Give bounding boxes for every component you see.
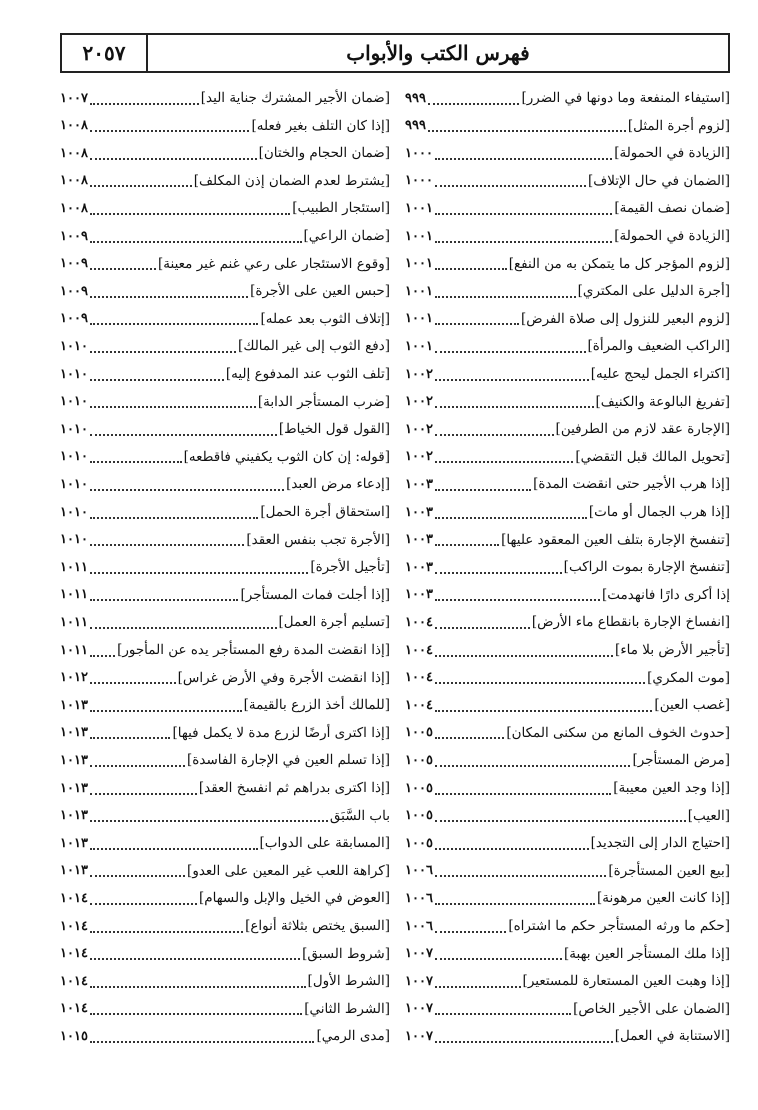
dot-leader xyxy=(90,488,284,491)
entry-title: [القول قول الخياط] xyxy=(278,421,390,438)
entry-page-number: ١٠٠٥ xyxy=(405,780,433,796)
entry-page-number: ١٠١٥ xyxy=(60,1028,88,1044)
entry-page-number: ١٠١١ xyxy=(60,559,88,575)
entry-title: [لزوم البعير للنزول إلى صلاة الفرض] xyxy=(520,310,730,327)
index-entry xyxy=(60,831,390,855)
index-entry xyxy=(60,997,390,1021)
index-entry xyxy=(405,224,730,248)
entry-page-number: ١٠٠٧ xyxy=(405,973,433,989)
entry-title: [انفساخ الإجارة بانقطاع ماء الأرض] xyxy=(531,614,730,631)
entry-title: [الاستنابة في العمل] xyxy=(614,1028,730,1045)
index-entry xyxy=(405,748,730,772)
dot-leader xyxy=(428,102,520,105)
entry-page-number: ١٠٠٦ xyxy=(405,918,433,934)
index-entry xyxy=(60,86,390,110)
entry-page-number: ٩٩٩ xyxy=(405,90,426,106)
index-entry xyxy=(60,583,390,607)
entry-page-number: ١٠٠٧ xyxy=(60,90,88,106)
entry-title: [الراكب الضعيف والمرأة] xyxy=(587,338,730,355)
entry-page-number: ١٠٠٧ xyxy=(405,1001,433,1017)
index-entry xyxy=(405,141,730,165)
entry-page-number: ١٠١٠ xyxy=(60,504,88,520)
dot-leader xyxy=(435,212,612,215)
dot-leader xyxy=(90,709,242,712)
dot-leader xyxy=(90,874,185,877)
entry-page-number: ١٠٠٠ xyxy=(405,145,433,161)
dot-leader xyxy=(90,654,115,657)
dot-leader xyxy=(90,902,197,905)
index-entry xyxy=(60,224,390,248)
index-entry xyxy=(60,748,390,772)
index-entry xyxy=(405,169,730,193)
dot-leader xyxy=(90,1012,302,1015)
entry-title: [الضمان على الأجير الخاص] xyxy=(573,1000,730,1017)
index-entry xyxy=(60,804,390,828)
entry-title: [المسابقة على الدواب] xyxy=(259,835,390,852)
entry-title: [الشرط الثاني] xyxy=(304,1000,390,1017)
entry-page-number: ٩٩٩ xyxy=(405,118,426,134)
entry-page-number: ١٠٠٥ xyxy=(405,835,433,851)
entry-page-number: ١٠٠٣ xyxy=(405,587,433,603)
entry-title: [إذا هرب الجمال أو مات] xyxy=(588,504,730,520)
entry-title: [إذا تسلم العين في الإجارة الفاسدة] xyxy=(187,752,390,769)
index-entry xyxy=(60,141,390,165)
entry-title: [السبق يختص بثلاثة أنواع] xyxy=(245,918,390,934)
entry-page-number: ١٠٠٩ xyxy=(60,228,88,244)
index-entry xyxy=(60,776,390,800)
index-entry xyxy=(405,114,730,138)
dot-leader xyxy=(435,598,600,601)
entry-page-number: ١٠٠٦ xyxy=(405,863,433,879)
index-entry xyxy=(60,555,390,579)
index-entry xyxy=(405,583,730,607)
index-entry xyxy=(405,555,730,579)
entry-page-number: ١٠١٤ xyxy=(60,973,88,989)
entry-title: [إذا وجد العين معيبة] xyxy=(613,780,730,796)
dot-leader xyxy=(435,157,612,160)
dot-leader xyxy=(435,654,613,657)
dot-leader xyxy=(435,378,589,381)
dot-leader xyxy=(435,433,554,436)
dot-leader xyxy=(90,957,300,960)
index-entry xyxy=(405,86,730,110)
entry-page-number: ١٠٠٤ xyxy=(405,614,433,630)
entry-page-number: ١٠٠٩ xyxy=(60,256,88,272)
index-entry xyxy=(60,472,390,496)
dot-leader xyxy=(435,792,611,795)
index-entry xyxy=(405,500,730,524)
dot-leader xyxy=(90,681,176,684)
dot-leader xyxy=(435,1040,613,1043)
index-entry xyxy=(405,969,730,993)
dot-leader xyxy=(90,433,277,436)
dot-leader xyxy=(90,626,277,629)
entry-page-number: ١٠٠١ xyxy=(405,256,433,272)
dot-leader xyxy=(435,1012,571,1015)
entry-title: [إذا أجلت فمات المستأجر] xyxy=(240,586,390,603)
entry-title: [تأجير الأرض بلا ماء] xyxy=(615,642,730,658)
index-entry xyxy=(60,114,390,138)
entry-page-number: ١٠٠٨ xyxy=(60,200,88,216)
entry-title: [تفريغ البالوعة والكنيف] xyxy=(595,393,730,410)
entry-title: [بيع العين المستأجرة] xyxy=(608,862,730,879)
entry-page-number: ١٠٠٢ xyxy=(405,366,433,382)
dot-leader xyxy=(435,957,562,960)
entry-page-number: ١٠٠٠ xyxy=(405,173,433,189)
entry-title: [إذا ملك المستأجر العين بهبة] xyxy=(563,945,730,962)
dot-leader xyxy=(435,240,612,243)
index-entry xyxy=(60,666,390,690)
dot-leader xyxy=(90,157,257,160)
entry-title: [إتلاف الثوب بعد عمله] xyxy=(260,310,390,327)
dot-leader xyxy=(90,350,236,353)
entry-title: [موت المكري] xyxy=(647,669,730,686)
entry-page-number: ١٠١٣ xyxy=(60,808,88,824)
entry-title: [أجرة الدليل على المكتري] xyxy=(577,283,730,300)
entry-page-number: ١٠٠٣ xyxy=(405,504,433,520)
index-entry xyxy=(405,196,730,220)
entry-page-number: ١٠٠٨ xyxy=(60,118,88,134)
entry-page-number: ١٠١٠ xyxy=(60,394,88,410)
dot-leader xyxy=(435,350,586,353)
dot-leader xyxy=(435,571,562,574)
index-entry xyxy=(405,472,730,496)
dot-leader xyxy=(435,847,589,850)
entry-page-number: ١٠٠١ xyxy=(405,311,433,327)
entry-title: [استحقاق أجرة الحمل] xyxy=(260,504,390,520)
dot-leader xyxy=(435,460,573,463)
entry-title: [شروط السبق] xyxy=(302,945,390,962)
entry-title: [غصب العين] xyxy=(654,697,730,714)
index-entry xyxy=(405,334,730,358)
dot-leader xyxy=(90,736,171,739)
entry-page-number: ١٠١٣ xyxy=(60,752,88,768)
index-entry xyxy=(405,886,730,910)
dot-leader xyxy=(90,764,185,767)
index-entry xyxy=(405,390,730,414)
entry-title: [مدى الرمي] xyxy=(316,1028,390,1045)
dot-leader xyxy=(90,985,306,988)
entry-page-number: ١٠٠٤ xyxy=(405,642,433,658)
dot-leader xyxy=(435,626,530,629)
dot-leader xyxy=(435,488,531,491)
dot-leader xyxy=(435,405,594,408)
entry-title: [كراهة اللعب غير المعين على العدو] xyxy=(187,862,390,879)
index-entry xyxy=(405,417,730,441)
entry-title: [اكتراء الجمل ليحج عليه] xyxy=(590,366,730,382)
dot-leader xyxy=(435,516,587,519)
dot-leader xyxy=(90,819,328,822)
entry-page-number: ١٠٠٢ xyxy=(405,449,433,465)
entry-title: [قوله: إن كان الثوب يكفيني فاقطعه] xyxy=(183,448,390,465)
entry-title: [استيفاء المنفعة وما دونها في الضرر] xyxy=(521,90,730,106)
entry-page-number: ١٠٠٩ xyxy=(60,283,88,299)
entry-page-number: ١٠١٣ xyxy=(60,863,88,879)
entry-page-number: ١٠١٣ xyxy=(60,780,88,796)
entry-title: [إذا اكترى أرضًا لزرع مدة لا يكمل فيها] xyxy=(172,724,390,741)
index-entry xyxy=(60,500,390,524)
entry-title: [إذا وهبت العين المستعارة للمستعير] xyxy=(522,973,730,990)
entry-title: [احتياج الدار إلى التجديد] xyxy=(590,835,730,852)
entry-page-number: ١٠٠٩ xyxy=(60,311,88,327)
entry-title: [تنفسخ الإجارة بتلف العين المعقود عليها] xyxy=(501,531,730,548)
entry-page-number: ١٠٠٧ xyxy=(405,946,433,962)
entry-title: [حكم ما ورثه المستأجر حكم ما اشتراه] xyxy=(508,918,730,934)
entry-page-number: ١٠١٠ xyxy=(60,366,88,382)
entry-page-number: ١٠٠٨ xyxy=(60,173,88,189)
dot-leader xyxy=(90,930,243,933)
entry-title: [الزيادة في الحمولة] xyxy=(614,228,730,244)
index-entry xyxy=(60,417,390,441)
index-entry xyxy=(405,831,730,855)
dot-leader xyxy=(90,1040,315,1043)
entry-title: [استئجار الطبيب] xyxy=(292,200,390,217)
entry-page-number: ١٠١٠ xyxy=(60,338,88,354)
dot-leader xyxy=(90,240,302,243)
index-entry xyxy=(405,804,730,828)
index-entry xyxy=(60,528,390,552)
index-entry xyxy=(405,252,730,276)
entry-page-number: ١٠٠٢ xyxy=(405,394,433,410)
entry-title: [لزوم أجرة المثل] xyxy=(627,117,730,134)
index-entry xyxy=(405,859,730,883)
index-entry xyxy=(60,196,390,220)
dot-leader xyxy=(435,543,499,546)
entry-title: [إذا كانت العين مرهونة] xyxy=(597,890,730,907)
dot-leader xyxy=(435,267,507,270)
entry-page-number: ١٠١٠ xyxy=(60,476,88,492)
entry-page-number: ١٠٠٤ xyxy=(405,697,433,713)
dot-leader xyxy=(435,985,521,988)
page-title: فهرس الكتب والأبواب xyxy=(346,41,530,65)
entry-title: [للمالك أخذ الزرع بالقيمة] xyxy=(243,697,390,714)
index-entry xyxy=(405,1024,730,1048)
index-entry xyxy=(60,721,390,745)
header-divider xyxy=(146,35,148,71)
index-entry xyxy=(405,721,730,745)
entry-page-number: ١٠١٠ xyxy=(60,532,88,548)
index-entry xyxy=(60,307,390,331)
dot-leader xyxy=(435,681,645,684)
dot-leader xyxy=(435,322,519,325)
entry-page-number: ١٠١٠ xyxy=(60,421,88,437)
index-entry xyxy=(405,638,730,662)
index-entry xyxy=(60,169,390,193)
entry-page-number: ١٠١١ xyxy=(60,587,88,603)
dot-leader xyxy=(90,792,197,795)
entry-page-number: ١٠٠٦ xyxy=(405,890,433,906)
entry-title: [الشرط الأول] xyxy=(307,973,390,990)
dot-leader xyxy=(90,460,182,463)
index-entry xyxy=(405,997,730,1021)
dot-leader xyxy=(90,267,156,270)
dot-leader xyxy=(90,543,244,546)
index-entry xyxy=(60,445,390,469)
entry-title: باب السَّبَق xyxy=(329,807,390,824)
dot-leader xyxy=(90,212,290,215)
dot-leader xyxy=(435,874,606,877)
dot-leader xyxy=(90,102,199,105)
entry-page-number: ١٠٠١ xyxy=(405,228,433,244)
dot-leader xyxy=(435,764,631,767)
entry-title: [العوض في الخيل والإبل والسهام] xyxy=(198,890,390,907)
dot-leader xyxy=(90,322,259,325)
entry-title: إذا أكرى دارًا فانهدمت] xyxy=(602,586,730,603)
entry-title: [ضمان الحجام والختان] xyxy=(258,145,390,162)
index-entry xyxy=(405,776,730,800)
entry-title: [لزوم المؤجر كل ما يتمكن به من النفع] xyxy=(508,255,730,272)
index-entry xyxy=(60,362,390,386)
entry-page-number: ١٠١٤ xyxy=(60,890,88,906)
dot-leader xyxy=(90,571,308,574)
entry-title: [تأجيل الأجرة] xyxy=(310,559,390,576)
entry-page-number: ١٠٠٣ xyxy=(405,476,433,492)
dot-leader xyxy=(90,847,258,850)
index-entry xyxy=(60,859,390,883)
dot-leader xyxy=(435,902,595,905)
dot-leader xyxy=(90,129,250,132)
index-entry xyxy=(60,886,390,910)
entry-page-number: ١٠٠١ xyxy=(405,200,433,216)
entry-title: [الزيادة في الحمولة] xyxy=(614,145,730,162)
entry-title: [ضرب المستأجر الدابة] xyxy=(257,393,390,410)
entry-title: [الضمان في حال الإتلاف] xyxy=(587,172,730,189)
entry-title: [إدعاء مرض العبد] xyxy=(286,476,390,493)
index-entry xyxy=(405,610,730,634)
index-entry xyxy=(405,307,730,331)
index-entry xyxy=(405,528,730,552)
index-entry xyxy=(405,445,730,469)
entry-page-number: ١٠١٣ xyxy=(60,697,88,713)
index-entry xyxy=(405,942,730,966)
entry-page-number: ١٠٠١ xyxy=(405,283,433,299)
entry-title: [إذا اكترى بدراهم ثم انفسخ العقد] xyxy=(198,780,390,796)
entry-page-number: ١٠٠٨ xyxy=(60,145,88,161)
index-entry xyxy=(60,334,390,358)
dot-leader xyxy=(435,736,504,739)
entry-title: [تلف الثوب عند المدفوع إليه] xyxy=(225,366,390,382)
entry-title: [ضمان نصف القيمة] xyxy=(614,200,730,217)
dot-leader xyxy=(435,709,652,712)
entry-title: [العيب] xyxy=(687,807,730,824)
index-entry xyxy=(60,914,390,938)
entry-title: [إذا انقضت الأجرة وفي الأرض غراس] xyxy=(177,669,390,686)
entry-title: [ضمان الراعي] xyxy=(303,228,390,244)
index-entry xyxy=(60,942,390,966)
index-entry xyxy=(405,914,730,938)
entry-title: [يشترط لعدم الضمان إذن المكلف] xyxy=(193,172,390,189)
index-entry xyxy=(60,390,390,414)
index-entry xyxy=(405,666,730,690)
entry-page-number: ١٠١١ xyxy=(60,642,88,658)
entry-page-number: ١٠٠٢ xyxy=(405,421,433,437)
entry-page-number: ١٠٠١ xyxy=(405,338,433,354)
index-entry xyxy=(60,252,390,276)
dot-leader xyxy=(435,930,506,933)
dot-leader xyxy=(90,295,248,298)
entry-page-number: ١٠١٣ xyxy=(60,725,88,741)
entry-title: [وقوع الاستئجار على رعي غنم غير معينة] xyxy=(158,255,390,272)
entry-page-number: ١٠٠٣ xyxy=(405,559,433,575)
entry-title: [تنفسخ الإجارة بموت الراكب] xyxy=(563,559,730,576)
entry-title: [إذا كان التلف بغير فعله] xyxy=(251,117,390,134)
entry-page-number: ١٠١٤ xyxy=(60,1001,88,1017)
entry-page-number: ١٠٠٥ xyxy=(405,808,433,824)
index-entry xyxy=(60,969,390,993)
entry-title: [دفع الثوب إلى غير المالك] xyxy=(238,338,390,355)
entry-title: [مرض المستأجر] xyxy=(632,752,730,769)
dot-leader xyxy=(435,819,686,822)
index-entry xyxy=(405,279,730,303)
index-entry xyxy=(60,693,390,717)
entry-page-number: ١٠١٢ xyxy=(60,670,88,686)
index-entry xyxy=(60,638,390,662)
dot-leader xyxy=(435,295,576,298)
entry-page-number: ١٠١١ xyxy=(60,614,88,630)
entry-title: [إذا انقضت المدة رفع المستأجر يده عن المأجور] xyxy=(117,642,390,658)
index-entry xyxy=(405,693,730,717)
entry-page-number: ١٠١٤ xyxy=(60,918,88,934)
entry-page-number: ١٠٠٥ xyxy=(405,752,433,768)
entry-title: [الإجارة عقد لازم من الطرفين] xyxy=(555,421,730,438)
entry-title: [حبس العين على الأجرة] xyxy=(250,283,390,300)
entry-page-number: ١٠٠٧ xyxy=(405,1028,433,1044)
entry-page-number: ١٠٠٤ xyxy=(405,670,433,686)
page-number: ٢٠٥٧ xyxy=(82,41,126,65)
dot-leader xyxy=(435,184,586,187)
index-entry xyxy=(405,362,730,386)
index-entry xyxy=(60,279,390,303)
page-header xyxy=(60,33,730,73)
index-entry xyxy=(60,1024,390,1048)
dot-leader xyxy=(90,405,256,408)
entry-page-number: ١٠٠٥ xyxy=(405,725,433,741)
entry-title: [تحويل المالك قبل التقضي] xyxy=(575,448,730,465)
dot-leader xyxy=(90,378,224,381)
entry-title: [إذا هرب الأجير حتى انقضت المدة] xyxy=(533,476,730,493)
index-entry xyxy=(60,610,390,634)
entry-title: [تسليم أجرة العمل] xyxy=(278,614,390,631)
entry-page-number: ١٠١٣ xyxy=(60,835,88,851)
entry-page-number: ١٠١٠ xyxy=(60,449,88,465)
entry-page-number: ١٠١٤ xyxy=(60,946,88,962)
entry-title: [حدوث الخوف المانع من سكنى المكان] xyxy=(506,724,730,741)
dot-leader xyxy=(90,516,258,519)
entry-title: [الأجرة تجب بنفس العقد] xyxy=(246,531,390,548)
dot-leader xyxy=(90,598,239,601)
dot-leader xyxy=(90,184,192,187)
entry-title: [ضمان الأجير المشترك جناية اليد] xyxy=(200,90,390,106)
entry-page-number: ١٠٠٣ xyxy=(405,532,433,548)
dot-leader xyxy=(428,129,626,132)
